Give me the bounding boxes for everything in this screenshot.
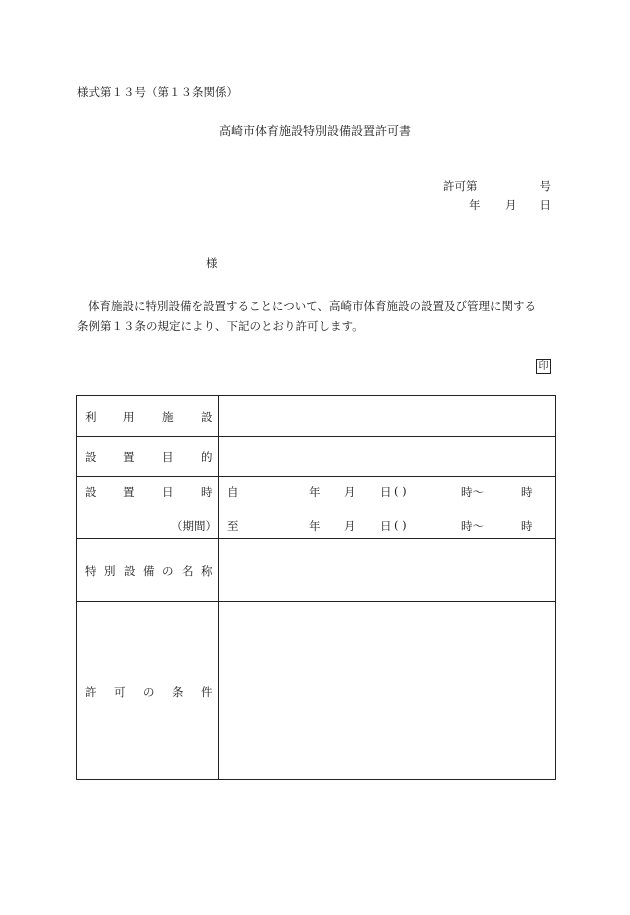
row-equipment-name: 特 別 設 備 の 名 称 — [77, 539, 555, 602]
permit-number — [443, 178, 551, 194]
row-facility: 利 用 施 設 — [77, 396, 555, 437]
from-hour: 時～ — [461, 485, 484, 499]
to-label: 至 — [227, 519, 239, 533]
row-purpose: 設 置 目 的 — [77, 437, 555, 477]
addressee-honorific: 様 — [206, 256, 218, 270]
seal-mark: 印 — [536, 359, 551, 374]
to-weekday: ( ) — [394, 518, 407, 532]
body-line-1: 体育施設に特別設備を設置することについて、高崎市体育施設の設置及び管理に関する — [88, 299, 537, 313]
from-label: 自 — [227, 485, 239, 499]
to-hour: 時～ — [461, 519, 484, 533]
to-month: 月 — [344, 519, 356, 533]
issue-date-day: 日 — [539, 198, 551, 212]
permit-number-suffix: 号 — [539, 179, 551, 193]
document-title: 高崎市体育施設特別設備設置許可書 — [218, 124, 411, 138]
row-conditions: 許 可 の 条 件 — [85, 685, 213, 699]
permit-number-label: 許可第 — [443, 179, 478, 193]
from-hour-end: 時 — [521, 485, 533, 499]
form-number: 様式第１３号（第１３条関係） — [77, 85, 238, 99]
issue-date-month: 月 — [505, 198, 517, 212]
from-weekday: ( ) — [394, 484, 407, 498]
from-month: 月 — [344, 485, 356, 499]
label-period: （期間） — [171, 519, 217, 533]
from-year: 年 — [309, 485, 321, 499]
permit-table — [76, 395, 556, 780]
body-line-2: 条例第１３条の規定により、下記のとおり許可します。 — [77, 319, 364, 333]
issue-date-year: 年 — [469, 198, 481, 212]
to-year: 年 — [309, 519, 321, 533]
to-hour-end: 時 — [521, 519, 533, 533]
body-text — [77, 296, 557, 336]
row-datetime: 設 置 日 時 （期間） 自 年 月 日 ( ) 時～ 時 至 年 月 日 ( ) 時～ 時 — [77, 477, 555, 539]
from-day: 日 — [380, 485, 392, 499]
to-day: 日 — [380, 519, 392, 533]
